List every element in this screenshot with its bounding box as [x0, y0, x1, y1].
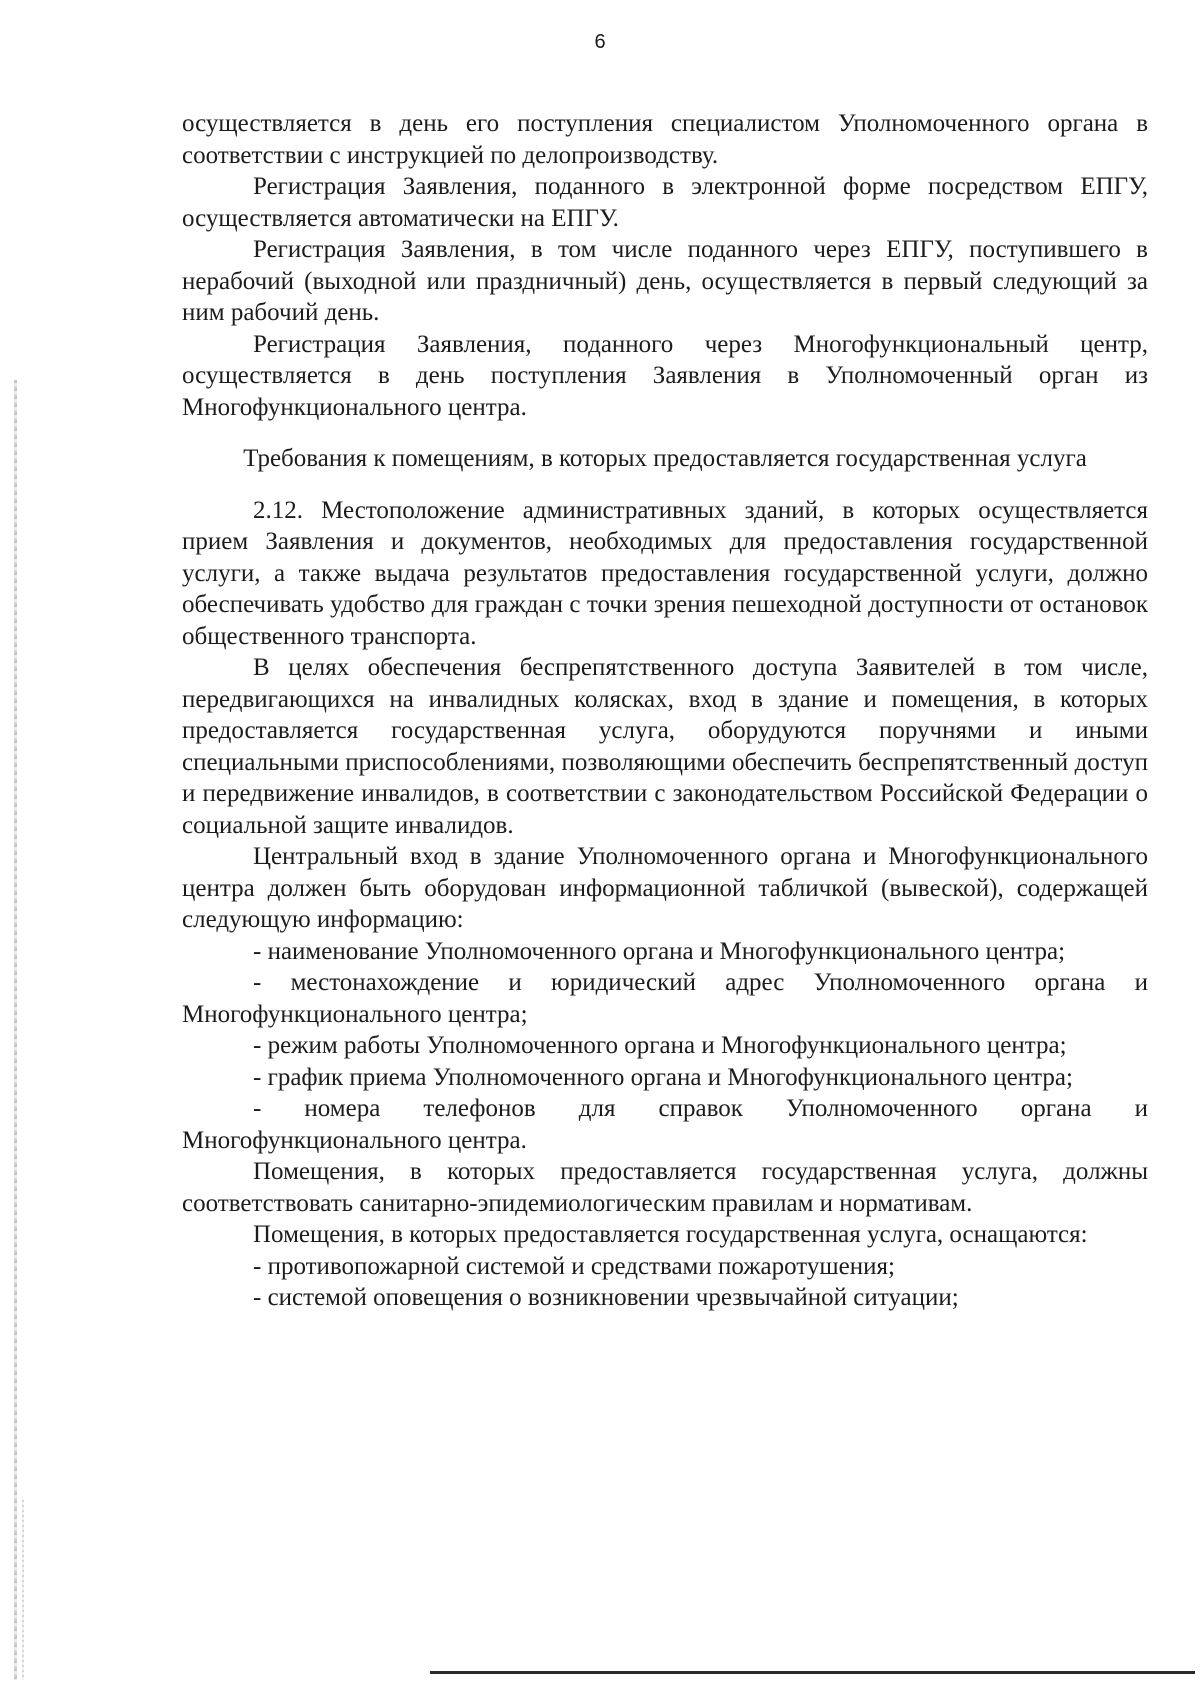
list-item-reception-schedule: - график приема Уполномоченного органа и Многофункционального центра;	[253, 1063, 1073, 1091]
list-item-name: - наименование Уполномоченного органа и Многофункционального центра;	[253, 937, 1066, 965]
bottom-rule-line	[430, 1671, 1195, 1674]
scan-edge-artifact-lower	[22, 1500, 24, 1680]
scan-edge-artifact	[14, 380, 17, 1680]
paragraph-accessibility: В целях обеспечения беспрепятственного доступа Заявителей в том числе, передвигающихся на инвалидных колясках, вход в здание и помещения, в которых предоставляется государственная услуга, оборудуются поручнями и иными специальными приспособлениями, позволяющими обеспечить беспрепятственный доступ и передвижение инвалидов, в соответствии с законодательством Российской Федерации о социальной защите инвалидов.	[182, 654, 1148, 839]
paragraph-registration-mfc: Регистрация Заявления, поданного через Многофункциональный центр, осуществляется в день поступления Заявления в Уполномоченный орган из Многофункционального центра.	[182, 330, 1148, 421]
list-item-fire-system: - противопожарной системой и средствами пожаротушения;	[253, 1252, 895, 1280]
list-item-working-hours: - режим работы Уполномоченного органа и Многофункционального центра;	[253, 1032, 1067, 1059]
paragraph-2-12-location: 2.12. Местоположение административных зданий, в которых осуществляется прием Заявления и документов, необходимых для предоставления государственной услуги, а также выдача результатов предоставления государственной услуги, должно обеспечивать удобство для граждан с точки зрения пешеходной доступности от остановок общественного транспорта.	[182, 496, 1148, 650]
paragraph-sanitary: Помещения, в которых предоставляется государственная услуга, должны соответствовать санитарно-эпидемиологическим правилам и нормативам.	[182, 1158, 1148, 1217]
list-item-alert-system: - системой оповещения о возникновении чрезвычайной ситуации;	[253, 1284, 959, 1311]
paragraph-registration-holiday: Регистрация Заявления, в том числе поданного через ЕПГУ, поступившего в нерабочий (выходной или праздничный) день, осуществляется в первый следующий за ним рабочий день.	[182, 236, 1148, 326]
paragraph-registration-epgu: Регистрация Заявления, поданного в электронной форме посредством ЕПГУ, осуществляется автоматически на ЕПГУ.	[182, 173, 1148, 232]
page-number: 6	[594, 31, 606, 53]
section-heading: Требования к помещениям, в которых предоставляется государственная услуга	[243, 445, 1087, 472]
paragraph-central-entrance: Центральный вход в здание Уполномоченного органа и Многофункционального центра должен быть оборудован информационной табличкой (вывеской), содержащей следующую информацию:	[182, 843, 1148, 933]
list-item-address: - местонахождение и юридический адрес Уполномоченного органа и Многофункционального центра;	[182, 969, 1148, 1028]
document-body	[182, 108, 1148, 1314]
list-item-phone-numbers: - номера телефонов для справок Уполномоченного органа и Многофункционального центра.	[182, 1095, 1148, 1154]
paragraph-equipment: Помещения, в которых предоставляется государственная услуга, оснащаются:	[253, 1221, 1088, 1248]
paragraph-continuation: осуществляется в день его поступления специалистом Уполномоченного органа в соответствии с инструкцией по делопроизводству.	[182, 110, 1148, 169]
